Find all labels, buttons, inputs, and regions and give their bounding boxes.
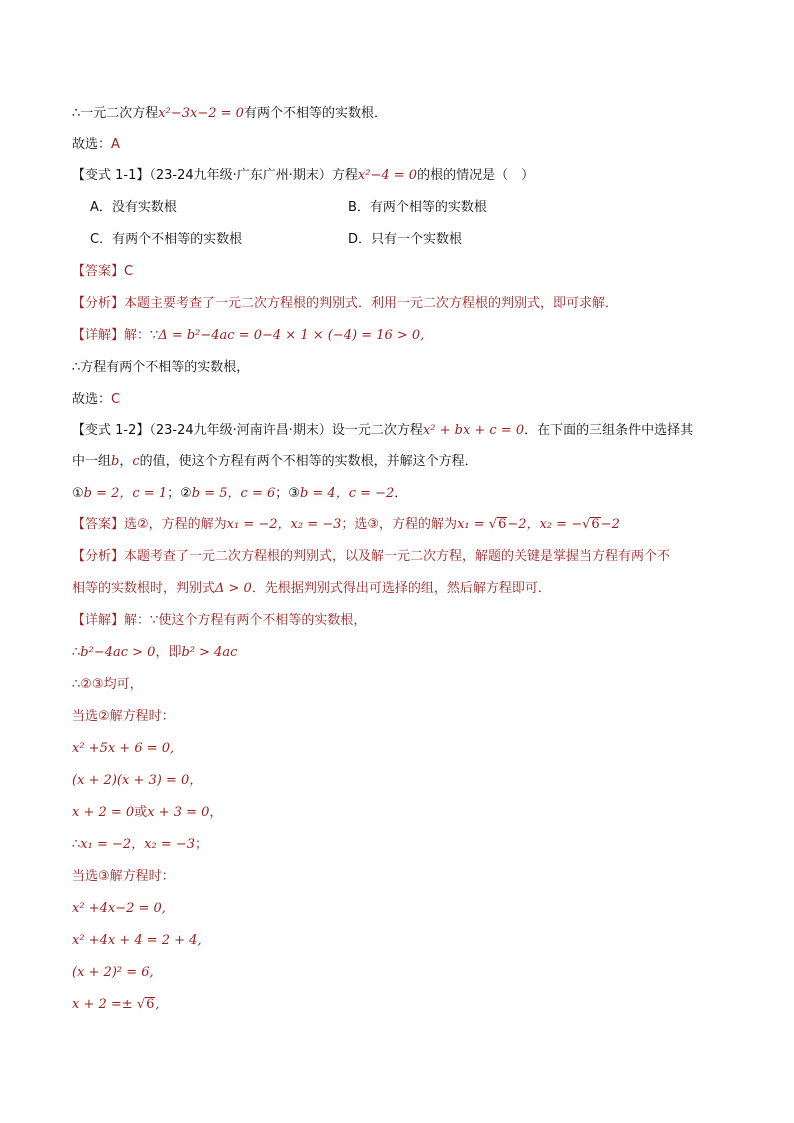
answer-tag: 【答案】 <box>72 264 125 279</box>
analysis-line-2 <box>72 579 551 599</box>
solutions: x₁ = −2，x₂ = −3 <box>80 837 196 852</box>
therefore-symbol: ∴ <box>72 106 81 121</box>
text: 的值，使这个方程有两个不相等的实数根，并解这个方程． <box>139 454 478 469</box>
equation: x²−4 = 0 <box>357 168 418 183</box>
option-a: A．没有实数根 <box>90 200 177 215</box>
step-solutions <box>72 835 208 855</box>
circled-two: ② <box>180 486 192 501</box>
answer-text: 选②，方程的解为 <box>124 517 227 532</box>
variant-tag: 【变式 1-2】 <box>72 423 150 438</box>
sqrt-radicand: 6 <box>146 997 155 1012</box>
therefore-symbol: ∴ <box>72 837 81 852</box>
solution-2: −2，x₂ = − <box>507 517 583 532</box>
text: 一元二次方程 <box>80 106 159 121</box>
circled-one: ① <box>72 486 84 501</box>
sqrt-radicand: 6 <box>498 517 507 532</box>
analysis-tag: 【分析】 <box>72 549 125 564</box>
therefore-symbol: ∴ <box>72 645 81 660</box>
separator: ； <box>167 486 181 501</box>
choice-line <box>72 135 120 155</box>
question-source: （23-24九年级·河南许昌·期末）设一元二次方程 <box>149 423 423 438</box>
text: 有两个不相等的实数根． <box>243 106 387 121</box>
solve-case-2-heading: 当选②解方程时： <box>72 709 175 724</box>
answer-line: 【答案】选②，方程的解为x₁ = −2，x₂ = −3；选③，方程的解为x₁ = √6−2，x₂ = −√6−2 <box>72 517 620 532</box>
answer-line <box>72 262 133 282</box>
step-equation: x² +5x + 6 = 0, <box>72 741 175 756</box>
detail-line <box>72 611 366 631</box>
equation: x + 3 = 0 <box>147 805 210 820</box>
solution-2: x₁ = <box>457 517 489 532</box>
option-d: D．只有一个实数根 <box>348 232 463 247</box>
detail-tag: 【详解】 <box>72 613 125 628</box>
solve-case-3-heading: 当选③解方程时： <box>72 869 175 884</box>
inequality-line <box>72 643 237 663</box>
step-factored: (x + 2)(x + 3) = 0， <box>72 773 203 788</box>
analysis-line <box>72 547 670 567</box>
condition-2: b = 5，c = 6 <box>191 486 276 501</box>
equation: x² + bx + c = 0 <box>422 423 525 438</box>
text: 中一组 <box>72 454 112 469</box>
choice-line <box>72 390 120 410</box>
variant-1-2-question <box>72 421 693 441</box>
var-b: b <box>111 454 120 469</box>
question-text: 的根的情况是（ ） <box>417 168 535 183</box>
inequality: b²−4ac > 0 <box>80 645 156 660</box>
analysis-text: ．先根据判别式得出可选择的组，然后解方程即可． <box>251 581 551 596</box>
because-symbol: ∵ <box>150 613 159 628</box>
text: 方程有两个不相等的实数根， <box>80 360 250 375</box>
step-complete-square: x² +4x + 4 = 2 + 4, <box>72 933 202 948</box>
separator: ． <box>394 486 408 501</box>
choice-answer: A <box>111 137 120 152</box>
detail-text: 解： <box>124 328 151 343</box>
answer-tag: 【答案】 <box>72 517 125 532</box>
sqrt-radicand: 6 <box>591 517 600 532</box>
inequality: b² > 4ac <box>181 645 238 660</box>
question-continuation <box>72 452 478 472</box>
equation: x²−3x−2 = 0 <box>158 106 244 121</box>
step-equation: x² +4x−2 = 0, <box>72 901 166 916</box>
separator: ； <box>195 837 209 852</box>
analysis-tag: 【分析】 <box>72 296 125 311</box>
separator: ， <box>209 805 223 820</box>
separator: ； <box>275 486 289 501</box>
equation: x + 2 = 0 <box>72 805 135 820</box>
equation: x + 2 =± <box>72 997 137 1012</box>
analysis-text: 本题考查了一元二次方程根的判别式，以及解一元二次方程，解题的关键是掌握当方程有两个不 <box>124 549 671 564</box>
option-b: B．有两个相等的实数根 <box>348 200 487 215</box>
choice-label: 故选： <box>72 392 112 407</box>
detail-text: 解： <box>124 613 151 628</box>
condition-groups <box>72 484 407 504</box>
therefore-symbol: ∴ <box>72 360 81 375</box>
condition-3: b = 4，c = −2 <box>299 486 395 501</box>
detail-text: 使这个方程有两个不相等的实数根， <box>158 613 367 628</box>
because-symbol: ∵ <box>150 328 159 343</box>
conclusion-line <box>72 358 249 378</box>
variant-1-1-question <box>72 166 534 186</box>
or-text: 或 <box>134 805 148 820</box>
analysis-text: 相等的实数根时，判别式 <box>72 581 216 596</box>
detail-line <box>72 326 424 346</box>
step-roots <box>72 803 222 823</box>
question-text: ．在下面的三组条件中选择其 <box>524 423 694 438</box>
detail-tag: 【详解】 <box>72 328 125 343</box>
solution-2: −2 <box>600 517 620 532</box>
condition-1: b = 2，c = 1 <box>83 486 168 501</box>
solution-1: x₁ = −2，x₂ = −3 <box>226 517 342 532</box>
separator: , <box>155 997 160 1012</box>
question-source: （23-24九年级·广东广州·期末）方程 <box>149 168 358 183</box>
choice-answer: C <box>111 392 121 407</box>
analysis-line <box>72 294 618 314</box>
option-c: C．有两个不相等的实数根 <box>90 232 243 247</box>
variant-tag: 【变式 1-1】 <box>72 168 150 183</box>
equation: Δ = b²−4ac = 0−4 × 1 × (−4) = 16 > 0, <box>158 328 425 343</box>
therefore-symbol: ∴ <box>72 677 81 692</box>
answer-value: C <box>124 264 134 279</box>
answer-text: ；选③，方程的解为 <box>341 517 458 532</box>
separator: ， <box>119 454 133 469</box>
both-valid-line <box>72 675 143 695</box>
conclusion-line <box>72 104 387 124</box>
circled-three: ③ <box>288 486 300 501</box>
text: ，即 <box>155 645 182 660</box>
discriminant: Δ > 0 <box>215 581 252 596</box>
step-sqrt: x + 2 =± √6, <box>72 997 160 1012</box>
step-square-form: (x + 2)² = 6, <box>72 965 154 980</box>
var-c: c <box>132 454 140 469</box>
choice-label: 故选： <box>72 137 112 152</box>
text: ②③均可， <box>80 677 143 692</box>
analysis-text: 本题主要考查了一元二次方程根的判别式．利用一元二次方程根的判别式，即可求解． <box>124 296 619 311</box>
